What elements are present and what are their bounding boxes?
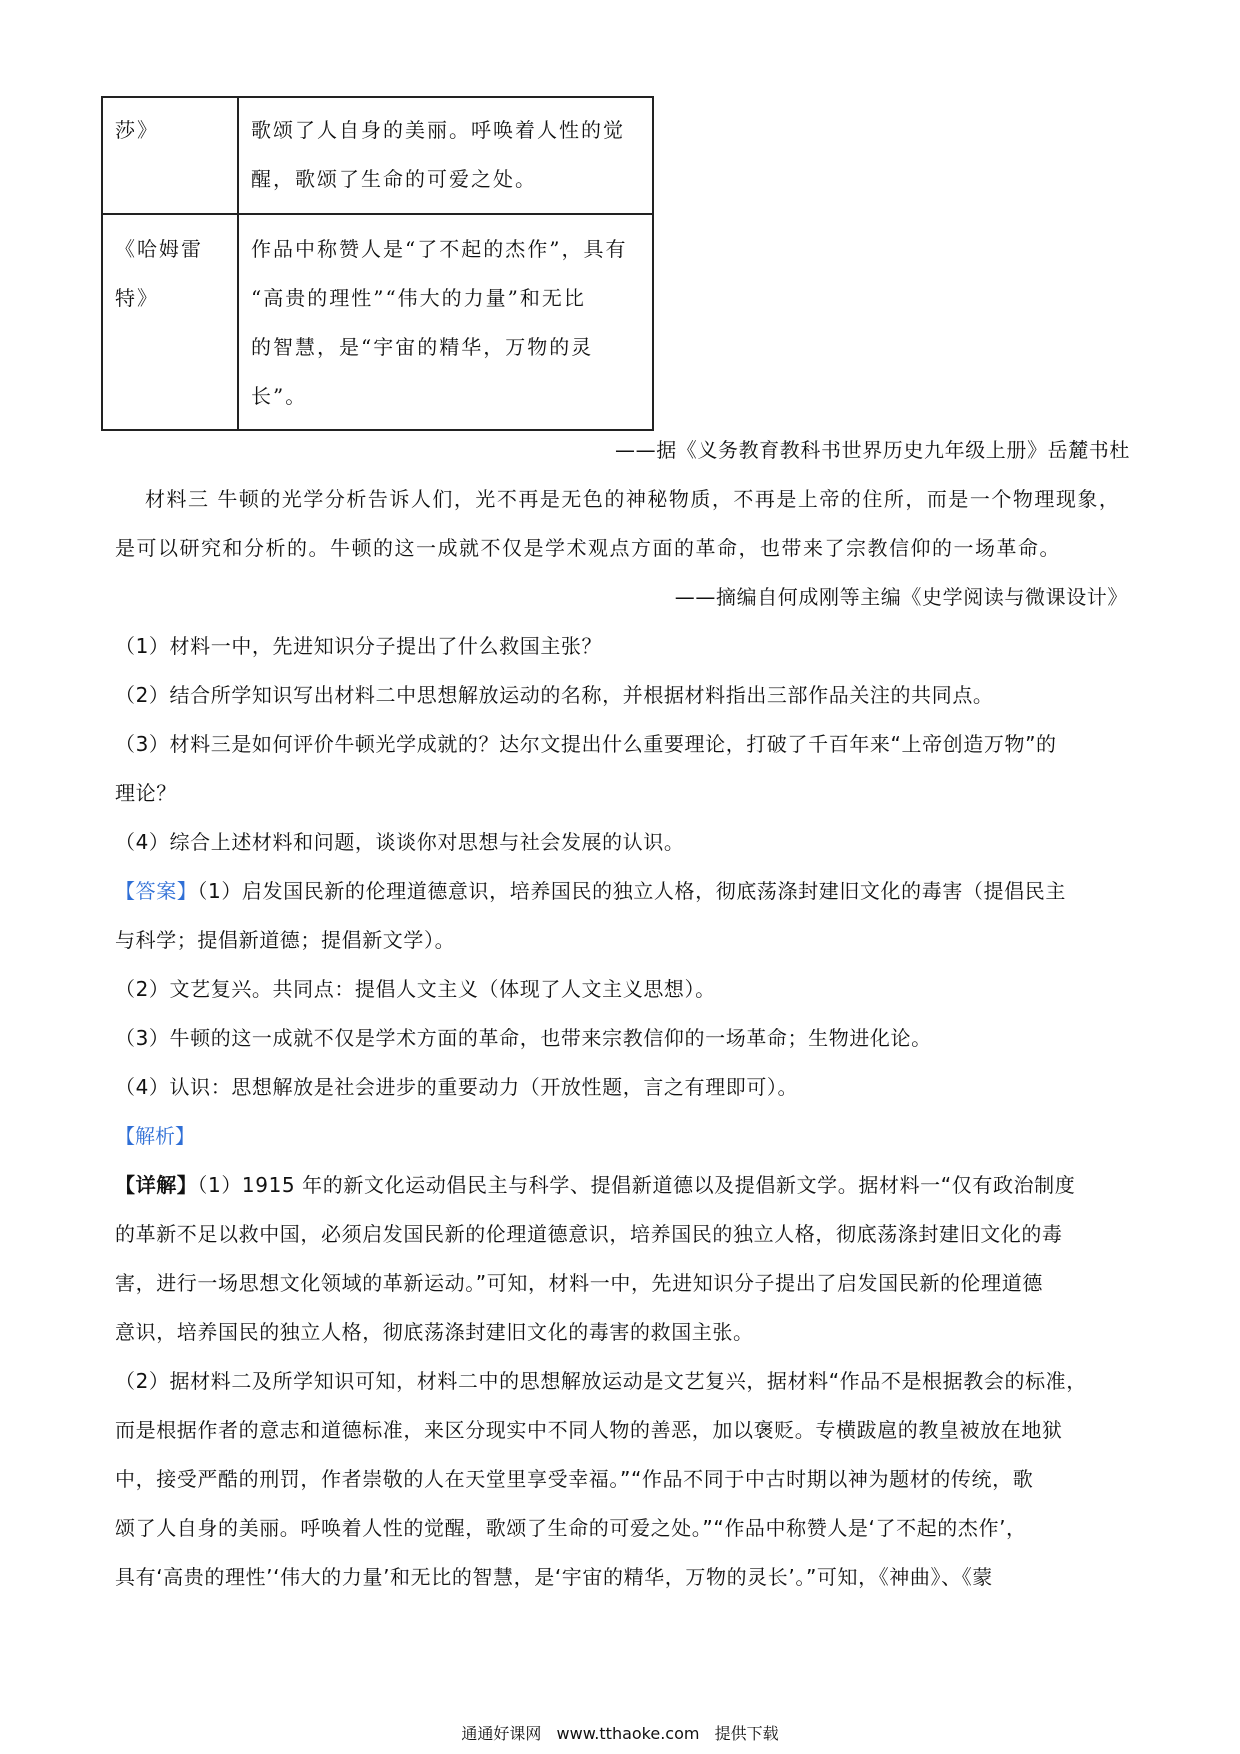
material-three-line: 材料三 牛顿的光学分析告诉人们，光不再是无色的神秘物质，不再是上帝的住所，而是一个物理现象， — [145, 487, 1121, 511]
work-description-line: 的智慧，是“宇宙的精华，万物的灵长”。 — [251, 335, 594, 408]
answer-line: （2）文艺复兴。共同点：提倡人文主义（体现了人文主义思想）。 — [115, 977, 716, 1001]
work-name-line: 《哈姆雷 — [115, 237, 203, 261]
question-line: （2）结合所学知识写出材料二中思想解放运动的名称，并根据材料指出三部作品关注的共同点。 — [115, 683, 994, 707]
work-description-line: 醒，歌颂了生命的可爱之处。 — [251, 167, 537, 191]
answer-line: 与科学；提倡新道德；提倡新文学）。 — [115, 928, 456, 952]
source-citation: ——据《义务教育教科书世界历史九年级上册》岳麓书杜 — [615, 438, 1130, 462]
question-line: （3）材料三是如何评价牛顿光学成就的？达尔文提出什么重要理论，打破了千百年来“上帝创造万物”的 — [115, 732, 1057, 756]
table-row — [102, 214, 653, 430]
work-description-cell — [238, 214, 653, 430]
work-description-line: 歌颂了人自身的美丽。呼唤着人性的觉 — [251, 118, 625, 142]
footer-url-link[interactable]: www.tthaoke.com — [556, 1724, 700, 1743]
question-line: 理论？ — [115, 781, 177, 805]
source-citation: ——摘编自何成刚等主编《史学阅读与微课设计》 — [674, 585, 1128, 609]
answer-text: （1）启发国民新的伦理道德意识，培养国民的独立人格，彻底荡涤封建旧文化的毒害（提倡民主 — [197, 879, 1066, 903]
question-line: （1）材料一中，先进知识分子提出了什么救国主张？ — [115, 634, 603, 658]
page-footer — [0, 1721, 1240, 1744]
table-row — [102, 97, 653, 214]
work-name-line: 莎》 — [115, 118, 159, 142]
detail-line: 颂了人自身的美丽。呼唤着人性的觉醒，歌颂了生命的可爱之处。”“作品中称赞人是‘了不起的杰作’， — [115, 1516, 1027, 1540]
work-name-cell — [102, 214, 238, 430]
work-name-line: 特》 — [115, 286, 159, 310]
answer-tag: 【答案】 — [115, 879, 198, 903]
answer-line: （3）牛顿的这一成就不仅是学术方面的革命，也带来宗教信仰的一场革命；生物进化论。 — [115, 1026, 932, 1050]
detail-line: 而是根据作者的意志和道德标准，来区分现实中不同人物的善恶，加以褒贬。专横跋扈的教皇被放在地狱 — [115, 1418, 1063, 1442]
works-table — [101, 96, 654, 431]
work-name-cell — [102, 97, 238, 214]
work-description-line: “高贵的理性”“伟大的力量”和无比 — [251, 286, 586, 310]
detail-line: 的革新不足以救中国，必须启发国民新的伦理道德意识，培养国民的独立人格，彻底荡涤封建旧文化的毒 — [115, 1222, 1063, 1246]
detail-line: （2）据材料二及所学知识可知，材料二中的思想解放运动是文艺复兴，据材料“作品不是根据教会的标准， — [115, 1369, 1087, 1393]
answer-line: （4）认识：思想解放是社会进步的重要动力（开放性题，言之有理即可）。 — [115, 1075, 799, 1099]
footer-note: 提供下载 — [714, 1724, 779, 1743]
detail-line: 意识，培养国民的独立人格，彻底荡涤封建旧文化的毒害的救国主张。 — [115, 1320, 754, 1344]
detail-line: 害，进行一场思想文化领域的革新运动。”可知，材料一中，先进知识分子提出了启发国民新的伦理道德 — [115, 1271, 1043, 1295]
detail-text: （1）1915 年的新文化运动倡民主与科学、提倡新道德以及提倡新文学。据材料一“仅有政治制度 — [197, 1173, 1076, 1197]
detail-line: 中，接受严酷的刑罚，作者崇敬的人在天堂里享受幸福。”“作品不同于中古时期以神为题材的传统，歌 — [115, 1467, 1034, 1491]
question-line: （4）综合上述材料和问题，谈谈你对思想与社会发展的认识。 — [115, 830, 685, 854]
work-description-cell — [238, 97, 653, 214]
footer-site-name: 通通好课网 — [461, 1724, 542, 1743]
answer-first-line — [115, 876, 1066, 906]
work-description-line: 作品中称赞人是“了不起的杰作”，具有 — [251, 237, 628, 261]
analysis-tag: 【解析】 — [115, 1124, 195, 1148]
detail-first-line — [115, 1170, 1075, 1200]
detail-line: 具有‘高贵的理性’‘伟大的力量’和无比的智慧，是‘宇宙的精华，万物的灵长’。”可知，《神曲》、《蒙 — [115, 1565, 993, 1589]
detail-tag: 【详解】 — [115, 1173, 198, 1197]
material-three-line: 是可以研究和分析的。牛顿的这一成就不仅是学术观点方面的革命，也带来了宗教信仰的一场革命。 — [115, 536, 1061, 560]
